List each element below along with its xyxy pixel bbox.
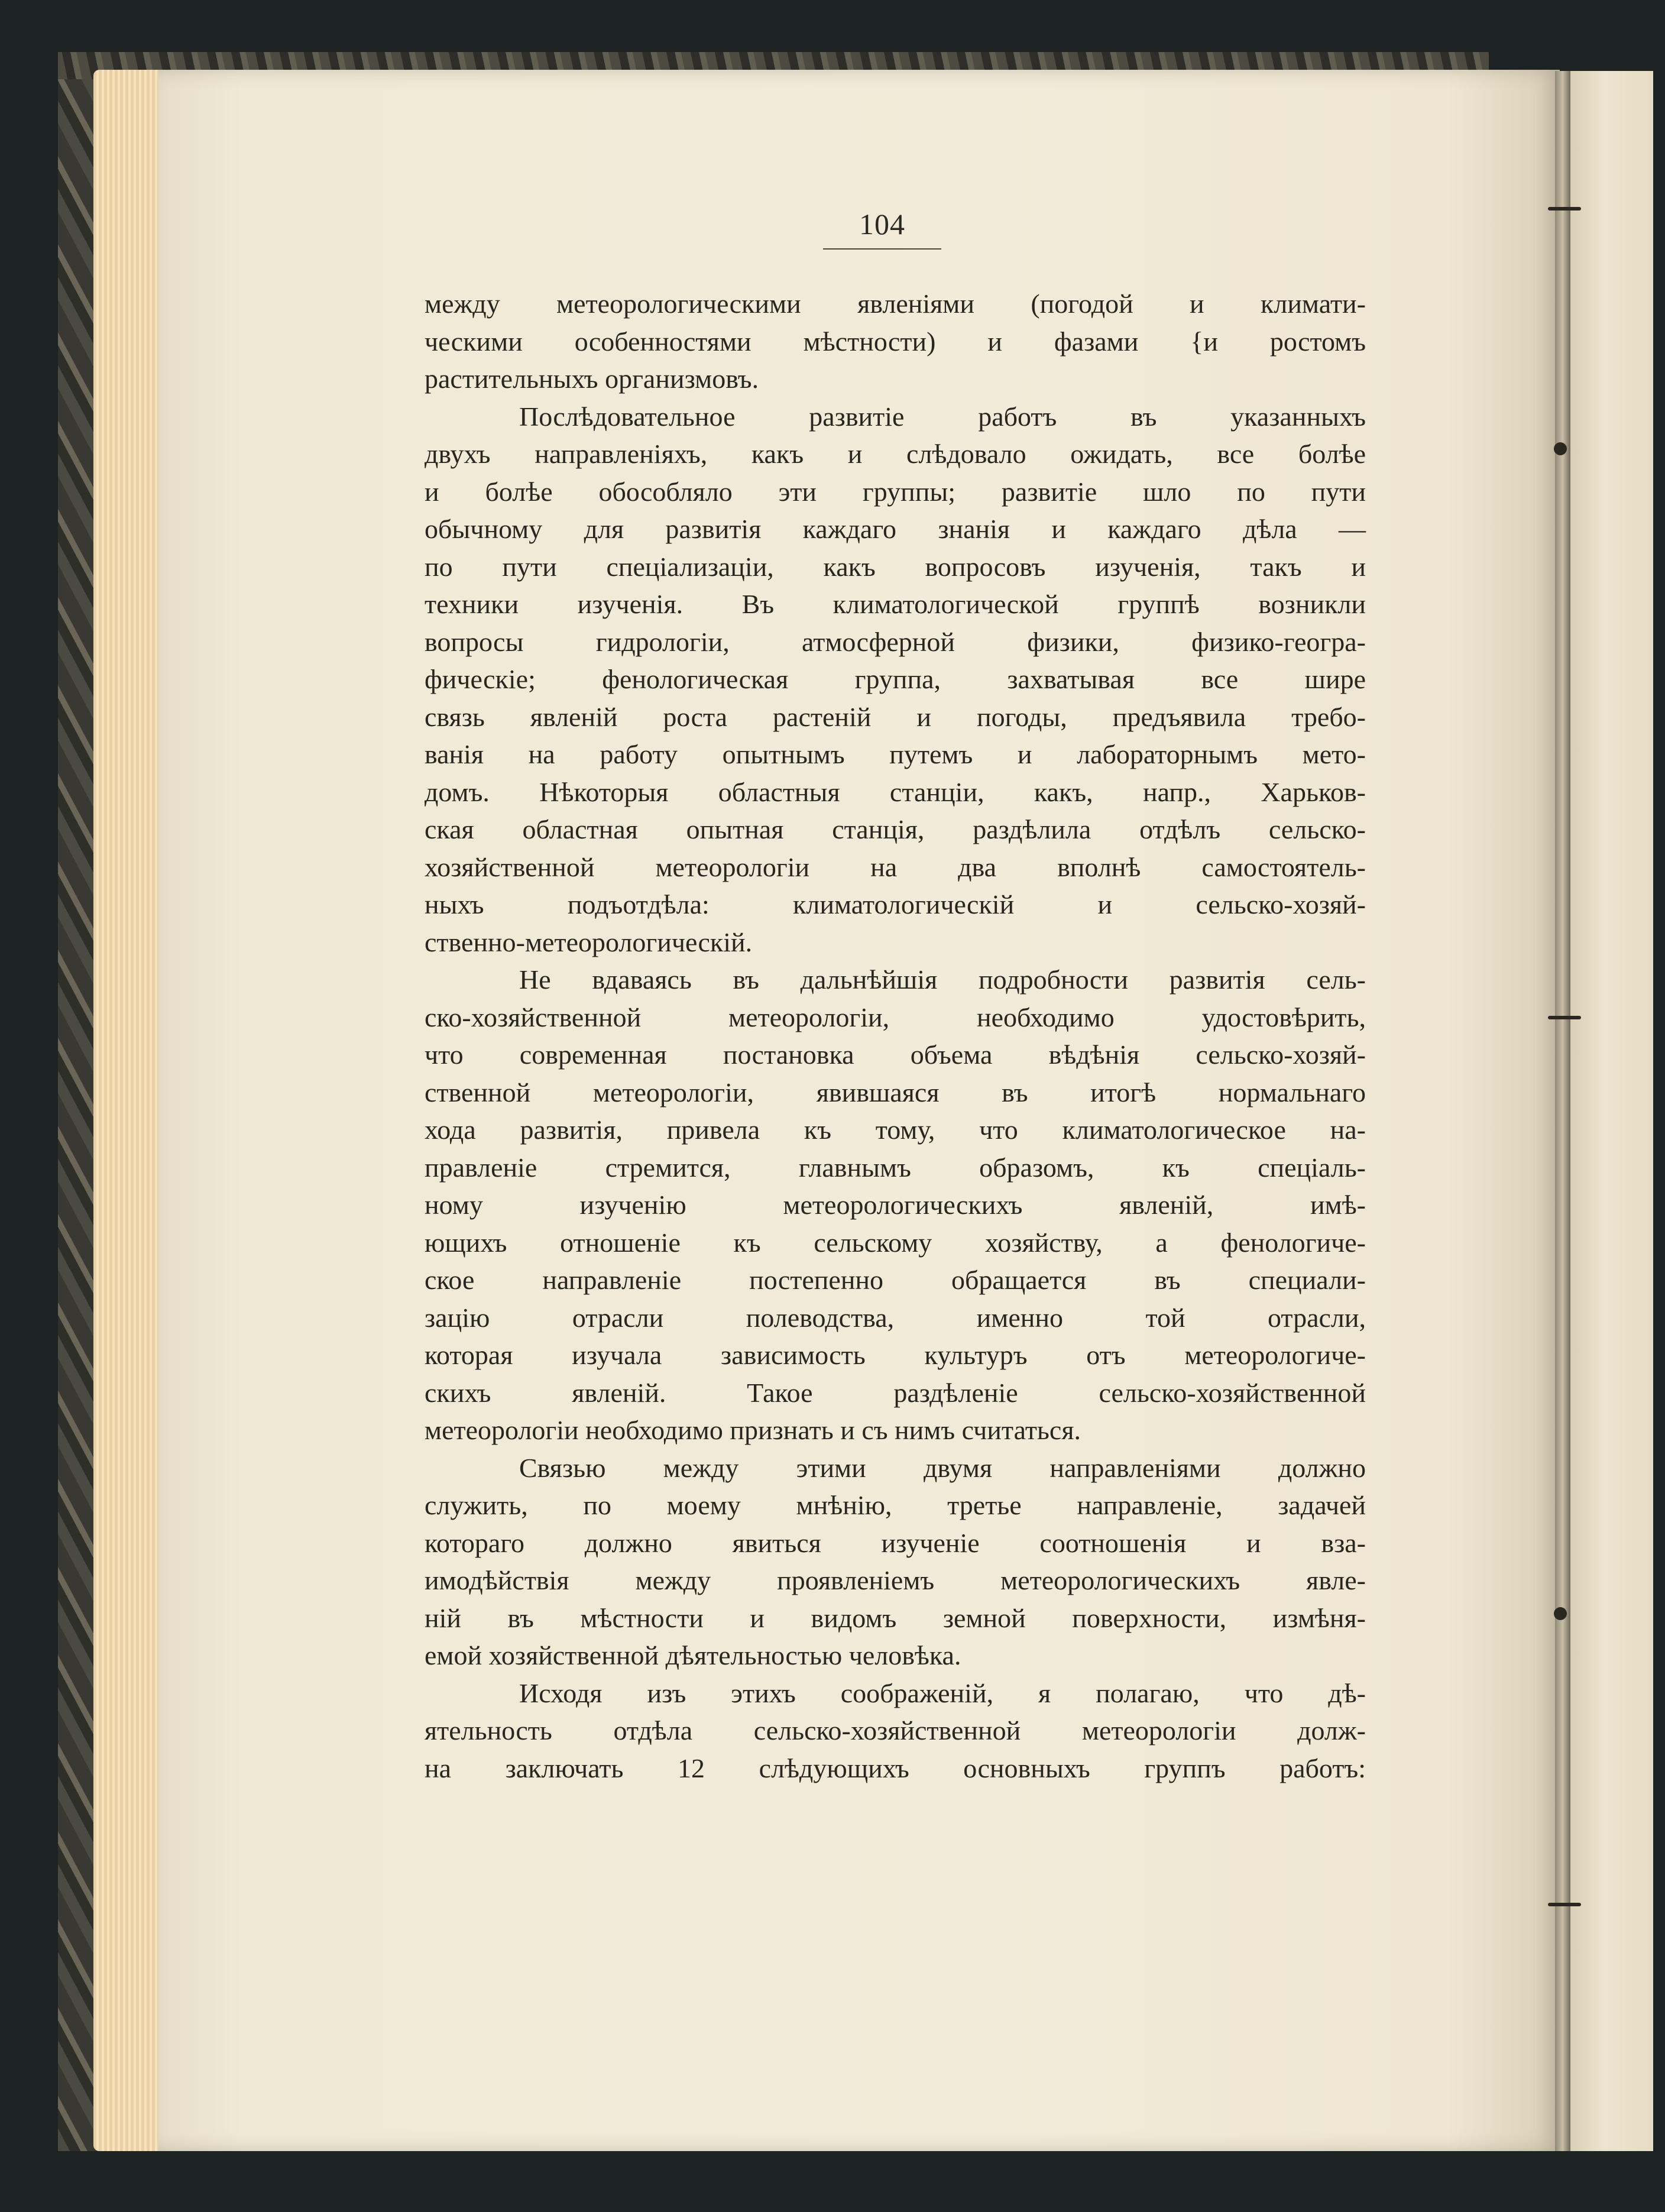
text-line: служить, по моему мнѣнію, третье направленіе, задачей	[425, 1490, 1366, 1520]
binding-thread	[1548, 1903, 1581, 1906]
text-line: на заключать 12 слѣдующихъ основныхъ группъ работъ:	[425, 1753, 1366, 1783]
paragraph-4	[425, 1449, 1366, 1675]
page-number-rule	[823, 248, 941, 250]
binding-thread	[1548, 207, 1581, 210]
text-line: ному изученію метеорологическихъ явленій, имѣ-	[425, 1190, 1366, 1220]
paragraph-3	[425, 961, 1366, 1449]
binding-gutter	[1555, 71, 1570, 2151]
text-line: что современная постановка объема вѣдѣнія сельско-хозяй-	[425, 1039, 1366, 1070]
text-line: зацію отрасли полеводства, именно той отрасли,	[425, 1302, 1366, 1333]
binding-thread	[1548, 1016, 1581, 1019]
text-line: ско-хозяйственной метеорологіи, необходимо удостовѣрить,	[425, 1002, 1366, 1032]
text-line: связь явленій роста растеній и погоды, предъявила требо-	[425, 701, 1366, 732]
text-line: по пути спеціализаціи, какъ вопросовъ изученія, такъ и	[425, 551, 1366, 582]
text-line: фическіе; фенологическая группа, захватывая все шире	[425, 664, 1366, 694]
text-line: Связью между этими двумя направленіями должно	[519, 1452, 1366, 1483]
text-line: ственно-метеорологическій.	[425, 927, 753, 957]
text-line: емой хозяйственной дѣятельностью человѣка.	[425, 1640, 961, 1670]
text-line: Послѣдовательное развитіе работъ въ указанныхъ	[519, 401, 1366, 432]
text-line: растительныхъ организмовъ.	[425, 364, 759, 394]
text-line: техники изученія. Въ климатологической группѣ возникли	[425, 589, 1366, 619]
text-line: котораго должно явиться изученіе соотношенія и вза-	[425, 1527, 1366, 1558]
text-line: которая изучала зависимость культуръ отъ метеорологиче-	[425, 1340, 1366, 1370]
paragraph-2	[425, 398, 1366, 961]
paragraph-5	[425, 1675, 1366, 1787]
text-line: Не вдаваясь въ дальнѣйшія подробности развитія сель-	[519, 964, 1366, 995]
text-line: скихъ явленій. Такое раздѣленіе сельско-хозяйственной	[425, 1377, 1366, 1408]
text-line: ская областная опытная станція, раздѣлила отдѣлъ сельско-	[425, 814, 1366, 844]
text-line: имодѣйствія между проявленіемъ метеорологическихъ явле-	[425, 1565, 1366, 1595]
binding-knot	[1554, 1607, 1567, 1620]
text-line: хозяйственной метеорологіи на два вполнѣ самостоятель-	[425, 851, 1366, 882]
body-text	[425, 285, 1366, 1787]
text-line: ственной метеорологіи, явившаяся въ итогѣ нормальнаго	[425, 1077, 1366, 1107]
text-line: ванія на работу опытнымъ путемъ и лабораторнымъ мето-	[425, 739, 1366, 769]
binding-knot	[1554, 442, 1567, 455]
text-line: ятельность отдѣла сельско-хозяйственной метеорологіи долж-	[425, 1715, 1366, 1745]
text-line: метеорологіи необходимо признать и съ нимъ считаться.	[425, 1415, 1081, 1445]
text-line: ющихъ отношеніе къ сельскому хозяйству, а фенологиче-	[425, 1227, 1366, 1258]
page-block-edges	[93, 70, 164, 2151]
text-line: ныхъ подъотдѣла: климатологическій и сельско-хозяй-	[425, 889, 1366, 919]
text-line: ское направленіе постепенно обращается въ специали-	[425, 1265, 1366, 1295]
text-line: ческими особенностями мѣстности) и фазами {и ростомъ	[425, 326, 1366, 357]
text-line: обычному для развитія каждаго знанія и каждаго дѣла —	[425, 514, 1366, 544]
text-line: ній въ мѣстности и видомъ земной поверхности, измѣня-	[425, 1602, 1366, 1633]
text-line: и болѣе обособляло эти группы; развитіе шло по пути	[425, 476, 1366, 507]
text-line: хода развитія, привела къ тому, что климатологическое на-	[425, 1115, 1366, 1145]
text-line: правленіе стремится, главнымъ образомъ, къ спеціаль-	[425, 1152, 1366, 1183]
text-line: вопросы гидрологіи, атмосферной физики, физико-геогра-	[425, 626, 1366, 657]
page-number: 104	[859, 208, 905, 241]
facing-page-edge	[1570, 71, 1653, 2151]
text-line: Исходя изъ этихъ соображеній, я полагаю, что дѣ-	[519, 1677, 1366, 1708]
paragraph-1	[425, 285, 1366, 398]
text-line: двухъ направленіяхъ, какъ и слѣдовало ожидать, все болѣе	[425, 439, 1366, 469]
text-line: домъ. Нѣкоторыя областныя станціи, какъ, напр., Харьков-	[425, 776, 1366, 807]
text-line: между метеорологическими явленіями (погодой и климати-	[425, 289, 1366, 319]
